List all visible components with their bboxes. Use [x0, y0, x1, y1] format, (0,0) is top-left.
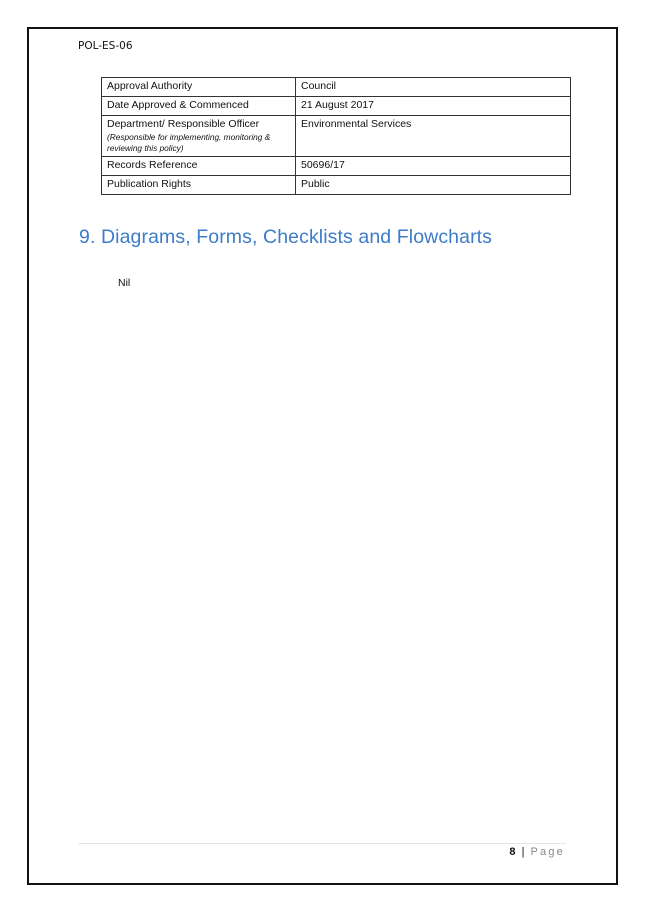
- row-label-note: (Responsible for implementing, monitoring & reviewing this policy): [107, 132, 271, 153]
- row-value: Council: [296, 78, 571, 97]
- row-label: Date Approved & Commenced: [102, 97, 296, 116]
- row-label: Records Reference: [102, 157, 296, 176]
- row-label: Approval Authority: [102, 78, 296, 97]
- table-row: [102, 116, 571, 157]
- row-value: Public: [296, 176, 571, 195]
- table-row: [102, 176, 571, 195]
- table-row: [102, 78, 571, 97]
- table-row: [102, 97, 571, 116]
- table-row: [102, 157, 571, 176]
- document-code: POL-ES-06: [78, 40, 133, 52]
- footer-separator: |: [521, 846, 525, 858]
- section-heading: 9. Diagrams, Forms, Checklists and Flowcharts: [79, 226, 493, 248]
- page-word: Page: [530, 846, 565, 858]
- row-value: Environmental Services: [296, 116, 571, 157]
- page-footer: [509, 846, 565, 858]
- footer-divider: [78, 843, 566, 844]
- page-number: 8: [509, 846, 516, 858]
- row-label: Publication Rights: [102, 176, 296, 195]
- row-value: 21 August 2017: [296, 97, 571, 116]
- row-value: 50696/17: [296, 157, 571, 176]
- row-label-cell: [102, 116, 296, 157]
- section-body-text: Nil: [118, 277, 131, 289]
- policy-details-table: [101, 77, 571, 195]
- row-label: Department/ Responsible Officer: [107, 118, 260, 130]
